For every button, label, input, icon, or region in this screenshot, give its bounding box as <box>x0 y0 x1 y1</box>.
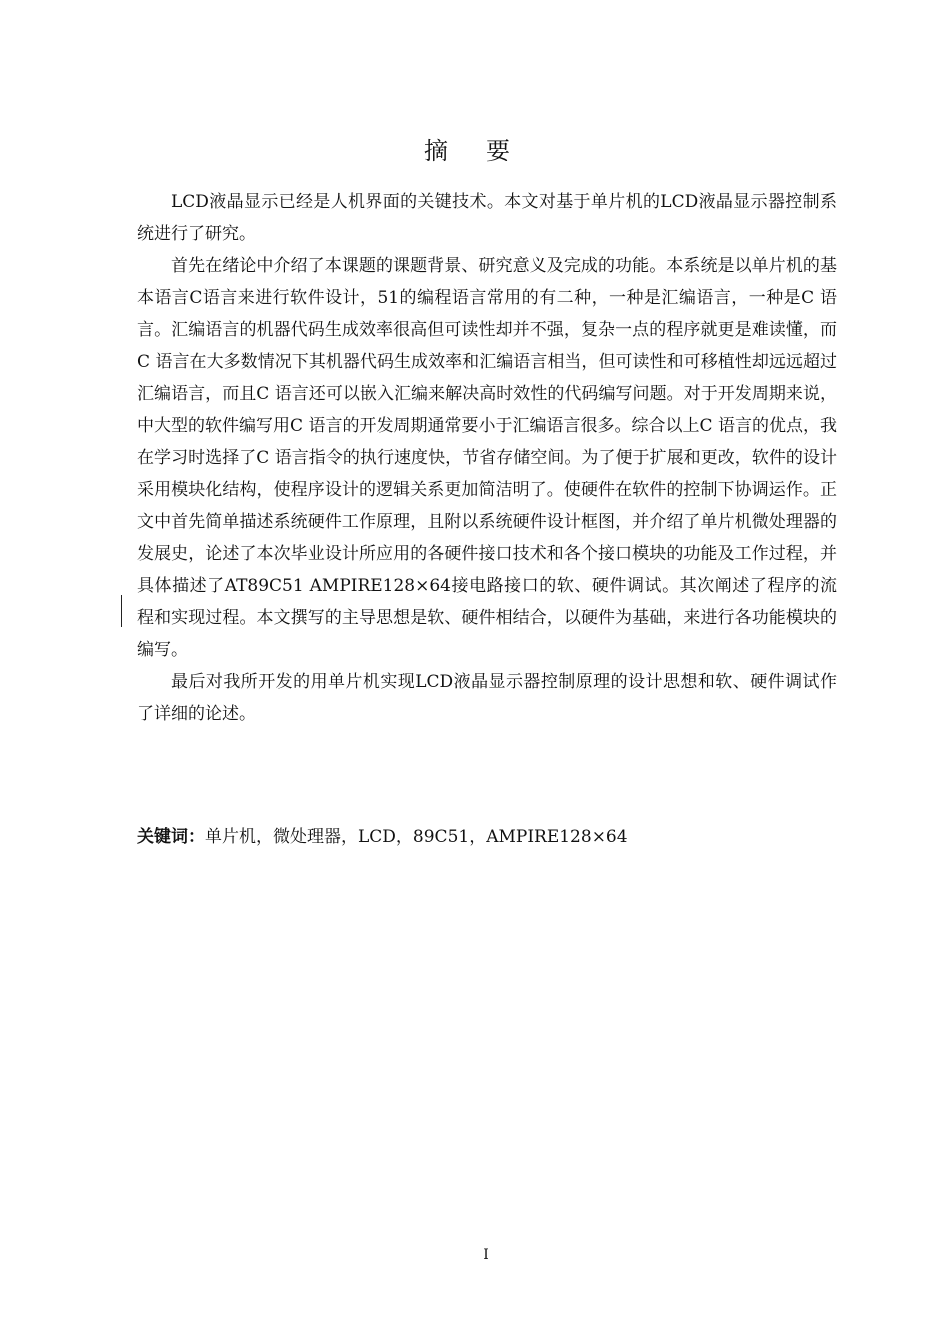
paragraph-conclusion: 最后对我所开发的用单片机实现LCD液晶显示器控制原理的设计思想和软、硬件调试作了详细的论述。 <box>137 672 837 724</box>
keywords-label: 关键词： <box>137 827 205 847</box>
paragraph-main: 首先在绪论中介绍了本课题的课题背景、研究意义及完成的功能。本系统是以单片机的基本语言C语言来进行软件设计，51的编程语言常用的有二种，一种是汇编语言，一种是C 语言。汇编语言的机器代码生成效率很高但可读性却并不强，复杂一点的程序就更是难读懂，而C 语言在大多数情况下其机器代码生成效率和汇编语言相当，但可读性和可移植性却远远超过汇编语言，而且C 语言还可以嵌入汇编来解决高时效性的代码编写问题。对于开发周期来说，中大型的软件编写用C 语言的开发周期通常要小于汇编语言很多。综合以上C 语言的优点，我在学习时选择了C 语言指令的执行速度快，节省存储空间。为了便于扩展和更改，软件的设计采用模块化结构，使程序设计的逻辑关系更加简洁明了。使硬件在软件的控制下协调运作。正文中首先简单描述系统硬件工作原理，且附以系统硬件设计框图，并介绍了单片机微处理器的发展史，论述了本次毕业设计所应用的各硬件接口技术和各个接口模块的功能及工作过程，并具体描述了AT89C51 AMPIRE128×64接电路接口的软、硬件调试。其次阐述了程序的流程和实现过程。本文撰写的主导思想是软、硬件相结合，以硬件为基础，来进行各功能模块的编写。 <box>137 256 837 660</box>
paragraph-intro: LCD液晶显示已经是人机界面的关键技术。本文对基于单片机的LCD液晶显示器控制系统进行了研究。 <box>137 192 837 244</box>
abstract-title: 摘要 <box>424 137 548 165</box>
text-cursor <box>121 595 122 627</box>
page-number: I <box>483 1247 489 1263</box>
abstract-body <box>137 186 837 730</box>
keywords-value: 单片机，微处理器，LCD，89C51，AMPIRE128×64 <box>205 827 628 847</box>
keywords-line <box>137 822 837 852</box>
